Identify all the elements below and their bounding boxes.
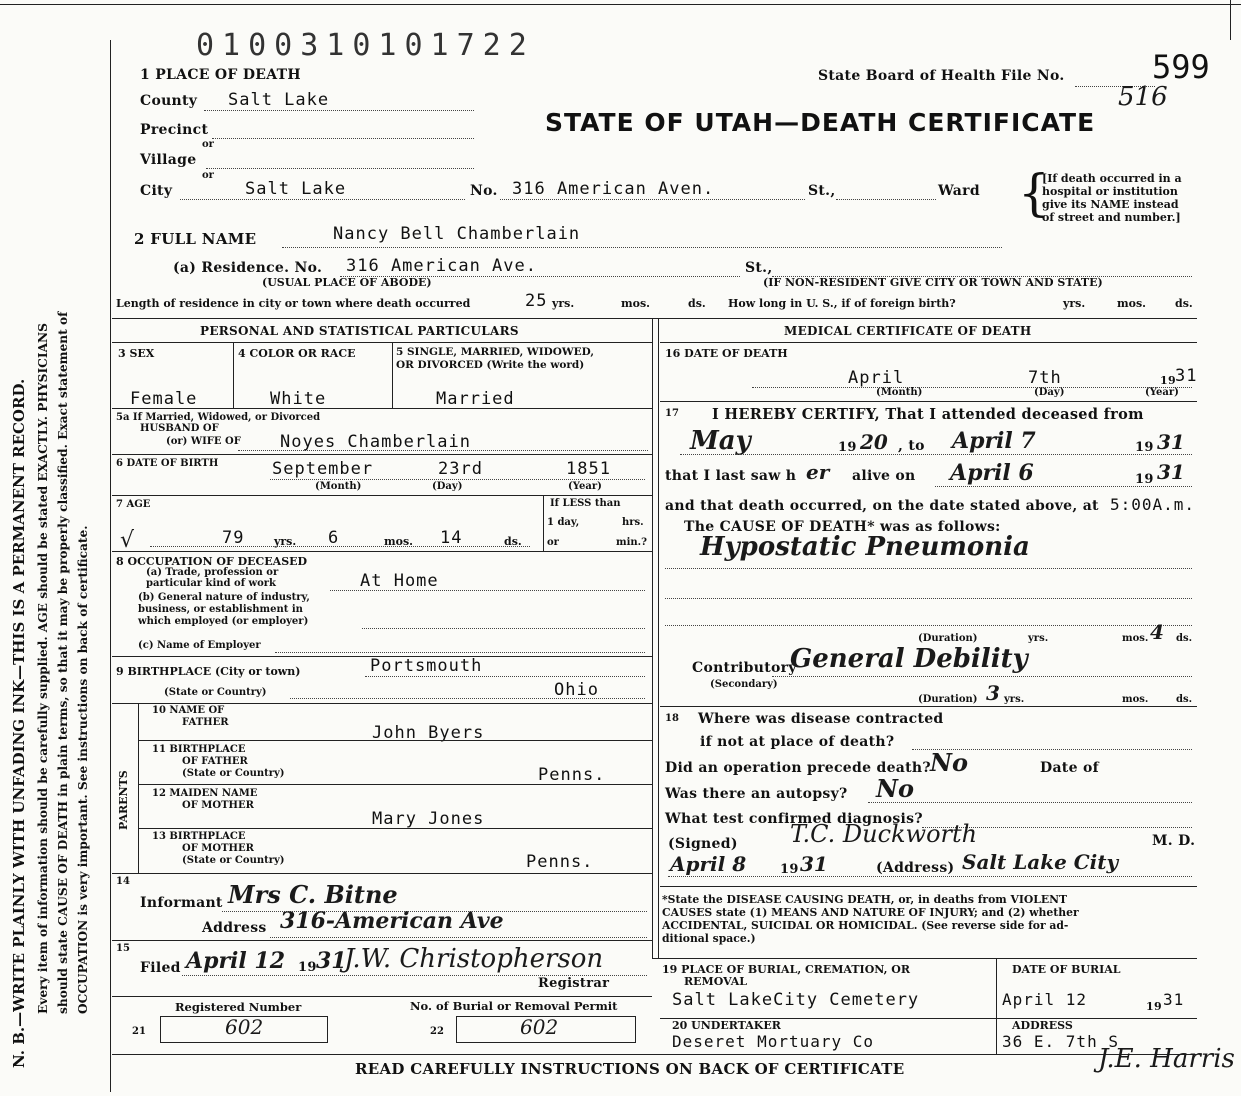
full-name-label: 2 FULL NAME bbox=[134, 230, 257, 248]
age-mos-label: mos. bbox=[384, 535, 413, 548]
age-line bbox=[150, 546, 530, 547]
age-check-mark: √ bbox=[120, 528, 135, 553]
or-1: or bbox=[202, 139, 214, 150]
undertaker-label: 20 UNDERTAKER bbox=[672, 1019, 781, 1032]
length-residence-years: 25 bbox=[525, 291, 548, 311]
nonresident-label: (IF NON-RESIDENT GIVE CITY OR TOWN AND STATE) bbox=[763, 276, 1103, 289]
death-day-caption: (Day) bbox=[1034, 387, 1065, 398]
birthplace-state-label: (State or Country) bbox=[164, 687, 267, 698]
age-days: 14 bbox=[440, 528, 463, 548]
mother-label-2: OF MOTHER bbox=[182, 800, 254, 811]
cause-duration-label: (Duration) bbox=[918, 633, 978, 644]
burial-date: April 12 bbox=[1002, 990, 1088, 1009]
state-file-no-secondary: 516 bbox=[1118, 82, 1168, 112]
mother-label-1: 12 MAIDEN NAME bbox=[152, 788, 258, 799]
registrar-signature: J.W. Christopherson bbox=[344, 944, 604, 974]
occupation-b-3: which employed (or employer) bbox=[138, 616, 309, 627]
dob-day: 23rd bbox=[438, 459, 483, 479]
birthplace-city: Portsmouth bbox=[370, 656, 483, 676]
burial-place-label-1: 19 PLACE OF BURIAL, CREMATION, OR bbox=[662, 963, 911, 976]
last-saw-label: that I last saw h bbox=[665, 468, 797, 484]
note-line-4: ditional space.) bbox=[662, 932, 756, 945]
father-birth-label-1: 11 BIRTHPLACE bbox=[152, 744, 246, 755]
footer-instructions: READ CAREFULLY INSTRUCTIONS ON BACK OF CERTIFICATE bbox=[355, 1060, 905, 1078]
occupation-heading: 8 OCCUPATION OF DECEASED bbox=[116, 555, 308, 568]
burial-place: Salt LakeCity Cemetery bbox=[672, 990, 920, 1010]
signed-line bbox=[668, 876, 1192, 877]
age-divider bbox=[543, 495, 544, 551]
birthplace-label: 9 BIRTHPLACE (City or town) bbox=[116, 665, 301, 678]
death-occurred-label: and that death occurred, on the date stated above, at bbox=[665, 498, 1099, 514]
death-year: 31 bbox=[1175, 366, 1198, 386]
contrib-duration-years-value: 3 bbox=[986, 681, 1000, 705]
contrib-duration-ds: ds. bbox=[1176, 694, 1193, 705]
cause-duration-months-value: 4 bbox=[1150, 620, 1164, 644]
age-label: 7 AGE bbox=[116, 499, 151, 510]
county-line bbox=[204, 110, 474, 111]
state-file-label: State Board of Health File No. bbox=[818, 68, 1065, 84]
cause-label: The CAUSE OF DEATH* was as follows: bbox=[684, 519, 1001, 535]
row-rule-7 bbox=[112, 873, 652, 874]
occupation-b-2: business, or establishment in bbox=[138, 604, 303, 615]
autopsy-label: Was there an autopsy? bbox=[665, 786, 848, 802]
dob-month-caption: (Month) bbox=[315, 481, 362, 492]
foreign-mos-label: mos. bbox=[1117, 297, 1146, 310]
parents-rule-2 bbox=[138, 784, 652, 785]
marital-value: Married bbox=[436, 389, 515, 409]
parents-rule-3 bbox=[138, 828, 652, 829]
attended-line bbox=[680, 454, 1192, 455]
burial-top-rule bbox=[652, 958, 1197, 959]
row-rule-6 bbox=[112, 703, 652, 704]
spouse-label-1: 5a If Married, Widowed, or Divorced bbox=[116, 412, 321, 423]
last-saw-pronoun: er bbox=[806, 460, 830, 484]
item-18-label: 18 bbox=[665, 713, 679, 724]
center-divider-upper bbox=[652, 318, 653, 958]
informant-value: Mrs C. Bitne bbox=[228, 880, 398, 909]
employer-label: (c) Name of Employer bbox=[138, 640, 261, 651]
place-heading: 1 PLACE OF DEATH bbox=[140, 67, 301, 83]
less-min-label: min.? bbox=[616, 537, 647, 548]
mother-birthplace-value: Penns. bbox=[526, 852, 594, 872]
top-edge bbox=[0, 4, 1241, 5]
hospital-note-3: give its NAME instead bbox=[1042, 198, 1179, 211]
full-name-value: Nancy Bell Chamberlain bbox=[333, 224, 581, 244]
less-than-label: If LESS than bbox=[550, 498, 621, 509]
contributory-label: Contributory bbox=[692, 660, 797, 676]
street-value: 316 American Aven. bbox=[512, 179, 715, 199]
sex-label: 3 SEX bbox=[118, 347, 155, 360]
village-label: Village bbox=[140, 152, 197, 168]
less-hrs-label: hrs. bbox=[622, 517, 644, 528]
last-saw-date: April 6 bbox=[950, 460, 1034, 486]
state-file-no-primary: 599 bbox=[1152, 48, 1210, 86]
signed-label: (Signed) bbox=[668, 836, 738, 852]
foreign-ds-label: ds. bbox=[1175, 297, 1193, 310]
residence-st-label: St., bbox=[745, 260, 773, 276]
birthplace-line bbox=[365, 676, 645, 677]
parents-label: PARENTS bbox=[117, 770, 130, 830]
attended-to-date: April 7 bbox=[952, 428, 1036, 454]
dob-day-caption: (Day) bbox=[432, 481, 463, 492]
margin-instruction-line4: OCCUPATION is very important. See instructions on back of certificate. bbox=[76, 525, 90, 1014]
death-month: April bbox=[848, 368, 905, 388]
marital-label-2: OR DIVORCED (Write the word) bbox=[396, 359, 585, 371]
item-21-label: 21 bbox=[132, 1026, 146, 1037]
mother-value: Mary Jones bbox=[372, 809, 485, 829]
burial-place-label-2: REMOVAL bbox=[684, 975, 748, 988]
where-contracted-label-2: if not at place of death? bbox=[700, 734, 895, 750]
occupation-a-1: (a) Trade, profession or bbox=[146, 567, 279, 578]
md-label: M. D. bbox=[1152, 833, 1196, 849]
cause-duration-mos: mos. bbox=[1122, 633, 1149, 644]
operation-value: No bbox=[930, 748, 968, 777]
street-line bbox=[500, 199, 805, 200]
autopsy-value: No bbox=[876, 774, 914, 803]
color-label: 4 COLOR OR RACE bbox=[238, 347, 356, 360]
last-saw-year-prefix: 19 bbox=[1135, 472, 1154, 487]
note-line-3: ACCIDENTAL, SUICIDAL OR HOMICIDAL. (See reverse side for ad- bbox=[662, 919, 1069, 932]
physician-address-label: (Address) bbox=[876, 860, 955, 876]
cause-of-death: Hypostatic Pneumonia bbox=[700, 532, 1030, 562]
father-value: John Byers bbox=[372, 723, 485, 743]
precinct-label: Precinct bbox=[140, 122, 209, 138]
item-22-label: 22 bbox=[430, 1026, 444, 1037]
physician-signature: T.C. Duckworth bbox=[790, 820, 978, 848]
hospital-note-4: of street and number.] bbox=[1042, 211, 1181, 224]
secondary-label: (Secondary) bbox=[710, 679, 778, 690]
death-year-caption: (Year) bbox=[1145, 387, 1179, 398]
center-divider-upper-2 bbox=[658, 318, 659, 958]
undertaker-address-label: ADDRESS bbox=[1012, 1019, 1073, 1032]
item-17-label: 17 bbox=[665, 408, 679, 419]
item-15-label: 15 bbox=[116, 943, 130, 954]
dob-month: September bbox=[272, 459, 374, 479]
parents-rule-1 bbox=[138, 740, 652, 741]
death-day: 7th bbox=[1028, 368, 1062, 388]
cause-line-3 bbox=[665, 625, 1192, 626]
row-rule-4 bbox=[112, 551, 652, 552]
parents-divider bbox=[138, 703, 139, 873]
age-yrs-label: yrs. bbox=[274, 535, 297, 548]
undertaker-signature: J.E. Harris bbox=[1098, 1044, 1235, 1074]
length-ds-label: ds. bbox=[688, 297, 706, 310]
length-yrs-label: yrs. bbox=[552, 297, 575, 310]
contributory-cause: General Debility bbox=[790, 644, 1028, 674]
cause-line-1 bbox=[665, 568, 1192, 569]
signed-year-prefix: 19 bbox=[780, 862, 799, 877]
registrar-label: Registrar bbox=[538, 976, 610, 991]
certify-text: I HEREBY CERTIFY, That I attended deceased from bbox=[712, 406, 1144, 423]
operation-label: Did an operation precede death? bbox=[665, 760, 931, 776]
attended-from-month: May bbox=[690, 426, 751, 456]
margin-instruction-line3: should state CAUSE OF DEATH in plain terms, so that it may be properly classified. Exact statement of bbox=[56, 311, 70, 1014]
undertaker-address: 36 E. 7th S bbox=[1002, 1032, 1119, 1051]
table-top-rule bbox=[112, 318, 1197, 319]
burial-date-label: DATE OF BURIAL bbox=[1012, 963, 1121, 976]
father-label-1: 10 NAME OF bbox=[152, 705, 225, 716]
contrib-duration-yrs: yrs. bbox=[1004, 694, 1025, 705]
industry-line bbox=[362, 628, 645, 629]
from-year-prefix: 19 bbox=[838, 440, 857, 455]
death-time: 5:00A.m. bbox=[1110, 495, 1196, 514]
ward-label: Ward bbox=[938, 183, 980, 199]
left-border bbox=[110, 40, 111, 1092]
row-rule-8 bbox=[112, 940, 652, 941]
age-years: 79 bbox=[222, 528, 245, 548]
contrib-duration-label: (Duration) bbox=[918, 694, 978, 705]
or-2: or bbox=[202, 170, 214, 181]
death-year-prefix: 19 bbox=[1160, 374, 1176, 387]
age-ds-label: ds. bbox=[504, 535, 522, 548]
certificate-title: STATE OF UTAH—DEATH CERTIFICATE bbox=[545, 108, 1096, 137]
item-14-label: 14 bbox=[116, 876, 130, 887]
less-day-label: 1 day, bbox=[547, 517, 580, 528]
spouse-value: Noyes Chamberlain bbox=[280, 432, 471, 452]
bottom-rule bbox=[112, 1054, 1197, 1055]
registered-number-value: 602 bbox=[225, 1015, 264, 1039]
color-value: White bbox=[270, 389, 327, 409]
father-label-2: FATHER bbox=[182, 717, 229, 728]
dob-line bbox=[270, 479, 645, 480]
to-year-prefix: 19 bbox=[1135, 440, 1154, 455]
last-saw-line bbox=[935, 486, 1192, 487]
informant-label: Informant bbox=[140, 895, 223, 911]
county-value: Salt Lake bbox=[228, 90, 330, 110]
burial-year: 31 bbox=[1163, 990, 1185, 1009]
precinct-line bbox=[212, 138, 474, 139]
autopsy-line bbox=[868, 802, 1192, 803]
filed-year-prefix: 19 bbox=[298, 960, 317, 975]
row-rule-2 bbox=[112, 454, 652, 455]
medical-heading-rule bbox=[660, 342, 1197, 343]
occupation-value: At Home bbox=[360, 571, 439, 591]
foreign-birth-label: How long in U. S., if of foreign birth? bbox=[728, 297, 956, 310]
row-rule-9 bbox=[112, 996, 652, 997]
burial-permit-label: No. of Burial or Removal Permit bbox=[410, 999, 618, 1013]
birthplace-state-line bbox=[290, 698, 645, 699]
row-rule-3 bbox=[112, 495, 652, 496]
color-divider bbox=[392, 342, 393, 408]
hospital-note-2: hospital or institution bbox=[1042, 185, 1178, 198]
father-birth-label-3: (State or Country) bbox=[182, 768, 285, 779]
city-value: Salt Lake bbox=[245, 179, 347, 199]
spouse-label-3: (or) WIFE OF bbox=[166, 436, 241, 447]
informant-address-label: Address bbox=[202, 920, 267, 936]
burial-year-prefix: 19 bbox=[1146, 1000, 1162, 1013]
marital-label-1: 5 SINGLE, MARRIED, WIDOWED, bbox=[396, 346, 595, 358]
age-months: 6 bbox=[328, 528, 340, 548]
dob-label: 6 DATE OF BIRTH bbox=[116, 458, 219, 469]
less-or-label: or bbox=[547, 537, 559, 548]
ward-line bbox=[836, 199, 936, 200]
hospital-brace: { bbox=[1018, 164, 1050, 222]
death-month-caption: (Month) bbox=[876, 387, 923, 398]
medical-rule-1 bbox=[660, 401, 1197, 402]
row-rule-1 bbox=[112, 408, 652, 409]
contributory-line bbox=[772, 676, 1192, 677]
length-residence-label: Length of residence in city or town where death occurred bbox=[116, 297, 471, 310]
burial-permit-value: 602 bbox=[520, 1015, 559, 1039]
occupation-b-1: (b) General nature of industry, bbox=[138, 592, 310, 603]
sex-divider bbox=[233, 342, 234, 408]
medical-heading: MEDICAL CERTIFICATE OF DEATH bbox=[784, 324, 1032, 338]
dob-year-caption: (Year) bbox=[568, 481, 602, 492]
filed-year: 31 bbox=[316, 948, 347, 974]
signed-date: April 8 bbox=[670, 852, 747, 876]
last-saw-year: 31 bbox=[1157, 460, 1185, 484]
cause-duration-yrs: yrs. bbox=[1028, 633, 1049, 644]
father-birthplace-value: Penns. bbox=[538, 765, 606, 785]
to-label: , to bbox=[898, 438, 925, 454]
attended-to-year: 31 bbox=[1157, 430, 1185, 454]
personal-heading: PERSONAL AND STATISTICAL PARTICULARS bbox=[200, 324, 519, 338]
street-no-label: No. bbox=[470, 183, 498, 199]
physician-address: Salt Lake City bbox=[962, 850, 1119, 874]
operation-date-label: Date of bbox=[1040, 760, 1099, 776]
burial-divider bbox=[996, 958, 997, 1054]
personal-heading-rule bbox=[112, 342, 652, 343]
registered-number-label: Registered Number bbox=[175, 1000, 302, 1014]
medical-rule-2 bbox=[660, 706, 1197, 707]
note-line-1: *State the DISEASE CAUSING DEATH, or, in deaths from VIOLENT bbox=[662, 893, 1068, 906]
hospital-note bbox=[1042, 172, 1182, 224]
margin-instruction-line2: Every item of information should be carefully supplied. AGE should be stated EXACTLY. PHYSICIANS bbox=[36, 323, 50, 1014]
contrib-duration-mos: mos. bbox=[1122, 694, 1149, 705]
city-line bbox=[180, 199, 465, 200]
hospital-note-1: [If death occurred in a bbox=[1042, 172, 1182, 185]
foreign-yrs-label: yrs. bbox=[1063, 297, 1086, 310]
mother-birth-label-3: (State or Country) bbox=[182, 855, 285, 866]
where-contracted-label-1: Where was disease contracted bbox=[698, 711, 944, 727]
village-line bbox=[206, 168, 474, 169]
mother-birth-label-1: 13 BIRTHPLACE bbox=[152, 831, 246, 842]
filed-date: April 12 bbox=[186, 948, 286, 974]
occupation-line bbox=[330, 590, 645, 591]
spouse-label-2: HUSBAND OF bbox=[140, 423, 219, 434]
informant-address-line bbox=[270, 937, 647, 938]
alive-on-label: alive on bbox=[852, 468, 916, 484]
informant-address-value: 316-American Ave bbox=[280, 908, 504, 934]
undertaker-value: Deseret Mortuary Co bbox=[672, 1032, 875, 1051]
residence-value: 316 American Ave. bbox=[346, 256, 537, 276]
occupation-a-2: particular kind of work bbox=[146, 578, 276, 589]
dob-year: 1851 bbox=[566, 459, 611, 479]
medical-rule-3 bbox=[660, 886, 1197, 887]
residence-label: (a) Residence. No. bbox=[173, 260, 323, 276]
father-birth-label-2: OF FATHER bbox=[182, 756, 248, 767]
street-st-label: St., bbox=[808, 183, 836, 199]
mother-birth-label-2: OF MOTHER bbox=[182, 843, 254, 854]
usual-abode-label: (USUAL PLACE OF ABODE) bbox=[262, 276, 432, 289]
margin-instruction-line1: N. B.—WRITE PLAINLY WITH UNFADING INK—THIS IS A PERMANENT RECORD. bbox=[10, 378, 28, 1068]
cause-duration-ds: ds. bbox=[1176, 633, 1193, 644]
cause-line-2 bbox=[665, 598, 1192, 599]
signed-year: 31 bbox=[800, 852, 828, 876]
employer-line bbox=[275, 652, 645, 653]
note-line-2: CAUSES state (1) MEANS AND NATURE OF INJURY; and (2) whether bbox=[662, 906, 1079, 919]
county-label: County bbox=[140, 93, 198, 109]
full-name-line bbox=[282, 247, 1002, 248]
filed-label: Filed bbox=[140, 960, 181, 976]
date-of-death-label: 16 DATE OF DEATH bbox=[665, 347, 788, 360]
sex-value: Female bbox=[130, 389, 198, 409]
stamp-number: 0100310101722 bbox=[196, 28, 535, 63]
birthplace-state: Ohio bbox=[554, 680, 599, 700]
city-label: City bbox=[140, 183, 173, 199]
test-label: What test confirmed diagnosis? bbox=[665, 811, 923, 827]
attended-from-year: 20 bbox=[860, 430, 888, 454]
length-mos-label: mos. bbox=[621, 297, 650, 310]
corner-edge bbox=[1230, 0, 1231, 40]
death-date-line bbox=[752, 387, 1192, 388]
